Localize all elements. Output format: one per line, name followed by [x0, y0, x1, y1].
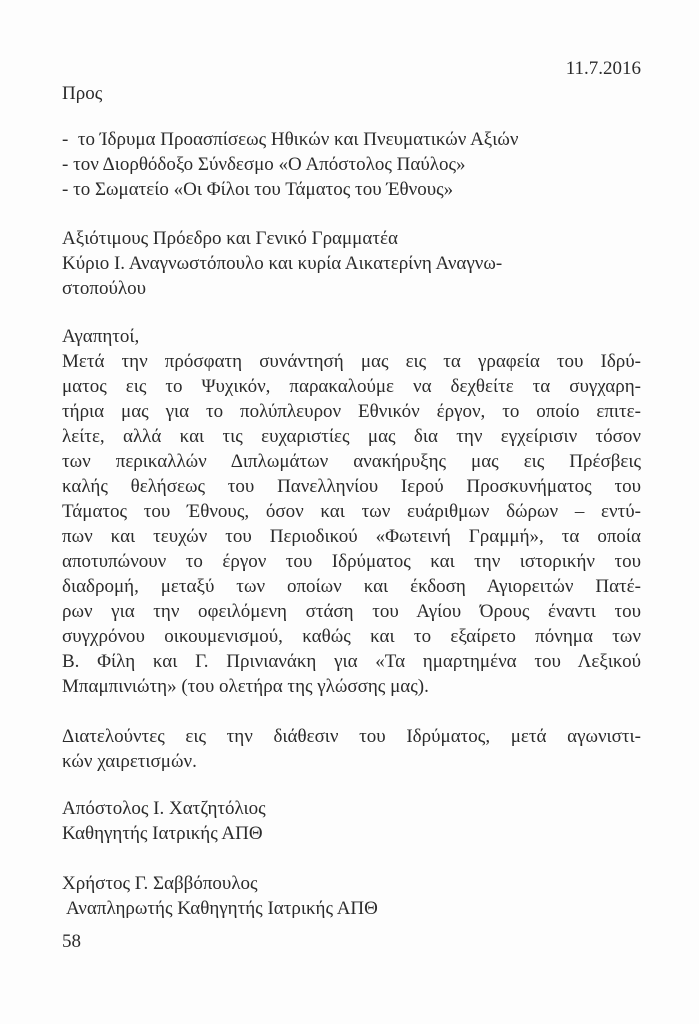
body-line: διαδρομή, μεταξύ των οποίων και έκδοση Αγιορειτών Πατέ- — [62, 576, 641, 597]
letter-date: 11.7.2016 — [565, 58, 641, 79]
letter-body-lines — [62, 349, 641, 699]
letter-body — [62, 324, 641, 699]
letter-greeting: Αγαπητοί, — [62, 326, 140, 347]
recipient-line: - τον Διορθόδοξο Σύνδεσμο «Ο Απόστολος Παύλος» — [62, 154, 466, 175]
body-line: ματος εις το Ψυχικόν, παρακαλούμε να δεχθείτε τα συγχαρη- — [62, 376, 641, 397]
body-line: τήρια μας για το πολύπλευρον Εθνικόν έργον, το οποίο επιτε- — [62, 401, 641, 422]
signature-title: Αναπληρωτής Καθηγητής Ιατρικής ΑΠΘ — [66, 898, 378, 919]
body-line: λείτε, αλλά και τις ευχαριστίες μας δια την εγχείρισιν τόσον — [62, 426, 641, 447]
letter-to-label: Προς — [62, 83, 103, 104]
signature-name: Απόστολος Ι. Χατζητόλιος — [62, 798, 266, 819]
body-line: Β. Φίλη και Γ. Πρινιανάκη για «Τα ημαρτημένα του Λεξικού — [62, 651, 641, 672]
addressee-line: στοπούλου — [62, 278, 146, 299]
body-line: ρων για την οφειλόμενη στάση του Αγίου Όρους έναντι του — [62, 601, 641, 622]
body-line: συγχρόνου οικουμενισμού, καθώς και το εξαίρετο πόνημα των — [62, 626, 641, 647]
closing-block — [62, 724, 641, 774]
body-line: καλής θελήσεως του Πανελληνίου Ιερού Προσκυνήματος του — [62, 476, 641, 497]
body-line: πων και τευχών του Περιοδικού «Φωτεινή Γραμμή», τα οποία — [62, 526, 641, 547]
recipient-list — [62, 127, 641, 202]
addressee-line: Αξιότιμους Πρόεδρο και Γενικό Γραμματέα — [62, 228, 398, 249]
closing-line: κών χαιρετισμών. — [62, 751, 197, 772]
page-number: 58 — [62, 931, 81, 952]
body-line: Μπαμπινιώτη» (του ολετήρα της γλώσσης μας). — [62, 676, 429, 697]
body-line: αποτυπώνουν το έργον του Ιδρύματος και την ιστορικήν του — [62, 551, 641, 572]
body-line: Μετά την πρόσφατη συνάντησή μας εις τα γραφεία του Ιδρύ- — [62, 351, 641, 372]
closing-line: Διατελούντες εις την διάθεσιν του Ιδρύματος, μετά αγωνιστι- — [62, 726, 641, 747]
recipient-line: - το Ίδρυμα Προασπίσεως Ηθικών και Πνευματικών Αξιών — [62, 129, 519, 150]
signature-name: Χρήστος Γ. Σαββόπουλος — [62, 873, 258, 894]
recipient-line: - το Σωματείο «Οι Φίλοι του Τάματος του Έθνους» — [62, 179, 454, 200]
signature-block-2 — [62, 871, 641, 921]
body-line: των περικαλλών Διπλωμάτων ανακήρυξης μας εις Πρέσβεις — [62, 451, 641, 472]
addressee-block — [62, 226, 641, 301]
signature-block-1 — [62, 796, 641, 846]
body-line: Τάματος του Έθνους, όσον και των ευάριθμων δώρων – εντύ- — [62, 501, 641, 522]
signature-title: Καθηγητής Ιατρικής ΑΠΘ — [62, 823, 263, 844]
addressee-line: Κύριο Ι. Αναγνωστόπουλο και κυρία Αικατερίνη Αναγνω- — [62, 253, 503, 274]
